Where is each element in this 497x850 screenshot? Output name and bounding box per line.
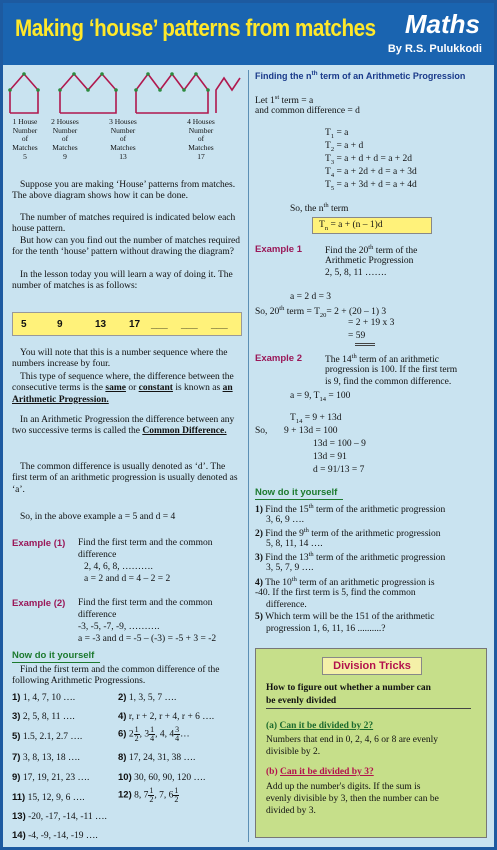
exercise-1: 1) 1, 4, 7, 10 …. xyxy=(12,692,76,703)
exercise-10: 10) 30, 60, 90, 120 …. xyxy=(118,772,206,783)
right-example-1-line-2: Arithmetic Progression xyxy=(325,256,414,266)
right-example-2-step-2: 9 + 13d = 100 xyxy=(284,426,338,436)
question-1-seq: 3, 6, 9 …. xyxy=(266,515,304,525)
house-caption-1: 1 House Number of Matches 5 xyxy=(12,117,38,161)
exercise-14: 14) -4, -9, -14, -19 …. xyxy=(12,830,98,841)
exercise-4: 4) r, r + 2, r + 4, r + 6 …. xyxy=(118,711,215,722)
example-2-line-3: -3, -5, -7, -9, ………. xyxy=(78,622,160,632)
example-1-line-3: 2, 4, 6, 8, ………. xyxy=(84,562,153,572)
header-banner xyxy=(3,3,494,65)
let-common-difference: and common difference = d xyxy=(255,106,360,116)
term-t5: $T_5 = a + 3d + d = a + 4d$ xyxy=(325,180,417,192)
intro-paragraph: Suppose you are making ‘House’ patterns from matches. The above diagram shows how it can be done. xyxy=(12,180,236,202)
example-1-label-color: Example (1) xyxy=(12,538,66,549)
answer-underline-1 xyxy=(355,343,375,344)
house-pattern-diagram xyxy=(8,68,243,118)
term-t2: $T_2 = a + d$ xyxy=(325,141,364,153)
question-1: 1) Find the 15th term of the arithmetic progression xyxy=(255,503,446,516)
sequence-note: You will note that this is a number sequence where the numbers increase by four. xyxy=(12,348,228,370)
tricks-subtitle-1: How to figure out whether a number can xyxy=(266,683,431,693)
division-tricks-box xyxy=(255,648,487,838)
division-tricks-title: Division Tricks xyxy=(322,657,422,675)
house-caption-4: 4 Houses Number of Matches 17 xyxy=(187,117,215,161)
term-t4: $T_4 = a + 2d + d = a + 3d$ xyxy=(325,167,417,179)
example-1-line-4: a = 2 and d = 4 – 2 = 2 xyxy=(84,574,171,584)
page-title: Making ‘house’ patterns from matches xyxy=(15,15,376,42)
house-caption-2: 2 Houses Number of Matches 9 xyxy=(51,117,79,161)
tricks-b-line-3: divided by 3. xyxy=(266,806,316,816)
right-example-1-step-3: = 59 xyxy=(348,331,366,341)
example-2-line-1: Find the first term and the common xyxy=(78,598,213,608)
question-3: 3) Find the 13th term of the arithmetic progression xyxy=(255,551,446,564)
sequence-box: 5 9 13 17 ___ ___ ___ xyxy=(12,312,242,336)
exercise-13: 13) -20, -17, -14, -11 …. xyxy=(12,811,107,822)
example-values: So, in the above example a = 5 and d = 4 xyxy=(20,512,176,522)
right-example-2-step-4: 13d = 91 xyxy=(313,452,347,462)
tricks-b-line-1: Add up the number's digits. If the sum is xyxy=(266,782,421,792)
example-2-line-4: a = -3 and d = -5 – (-3) = -5 + 3 = -2 xyxy=(78,634,217,644)
right-example-2-so: So, xyxy=(255,426,268,436)
nth-term-heading: Finding the $n^{th}$ term of an Arithmetic Progression xyxy=(255,70,466,81)
ap-definition: This type of sequence where, the difference between the consecutive terms is the same or constant is known as an Arithmetic Progression. xyxy=(12,372,234,405)
question-5-line-2: progression 1, 6, 11, 16 ..........? xyxy=(266,624,386,634)
tricks-subtitle-underline xyxy=(266,708,471,709)
tricks-a-line-1: Numbers that end in 0, 2, 4, 6 or 8 are evenly xyxy=(266,735,439,745)
exercise-7: 7) 3, 8, 13, 18 …. xyxy=(12,752,80,763)
question-5: 5) Which term will be the 151 of the arithmetic xyxy=(255,612,435,622)
left-practice-heading: Now do it yourself xyxy=(12,650,95,661)
example-1-line-1: Find the first term and the common xyxy=(78,538,213,548)
answer-underline-2 xyxy=(355,345,375,346)
subject-label: Maths xyxy=(404,9,480,39)
term-t3: $T_3 = a + d + d = a + 2d$ xyxy=(325,154,413,166)
example-2-line-2: difference xyxy=(78,610,117,620)
right-example-1-step-2: = 2 + 19 x 3 xyxy=(348,318,395,328)
right-example-1-line-1: Find the 20th term of the xyxy=(325,244,418,257)
tricks-b-heading: (b) Can it be divided by 3? xyxy=(266,767,374,777)
tricks-a-line-2: divisible by 2. xyxy=(266,747,321,757)
exercise-3: 3) 2, 5, 8, 11 …. xyxy=(12,711,75,722)
author-label: By R.S. Pulukkodi xyxy=(387,43,482,55)
cd-definition: In an Arithmetic Progression the difference between any two successive terms is called the Common Difference. xyxy=(12,415,235,437)
exercise-2: 2) 1, 3, 5, 7 …. xyxy=(118,692,177,703)
right-example-2-step-1: $T_{14} = 9 + 13d$ xyxy=(290,413,342,425)
right-example-1-line-3: 2, 5, 8, 11 ……. xyxy=(325,268,387,278)
let-first-term: Let 1st term = a xyxy=(255,94,314,107)
right-example-1-values: a = 2 d = 3 xyxy=(290,292,332,302)
tricks-a-heading: (a) Can it be divided by 2? xyxy=(266,721,374,731)
question-4-line-3: difference. xyxy=(266,600,307,610)
right-practice-underline xyxy=(255,499,343,500)
exercise-5: 5) 1.5, 2.1, 2.7 …. xyxy=(12,731,83,742)
nth-term-formula-box: $T_n = a + (n - 1)d$ xyxy=(312,217,432,234)
right-example-1-label: Example 1 xyxy=(255,244,302,255)
matches-paragraph: The number of matches required is indicated below each house pattern. xyxy=(12,213,236,235)
exercise-11: 11) 15, 12, 9, 6 …. xyxy=(12,792,85,803)
question-3-seq: 3, 5, 7, 9 …. xyxy=(266,563,314,573)
lesson-paragraph: In the lesson today you will learn a way of doing it. The number of matches is as follows: xyxy=(12,270,233,292)
column-divider xyxy=(248,70,249,842)
example-2-label: Example (2) xyxy=(12,598,66,609)
exercise-8: 8) 17, 24, 31, 38 …. xyxy=(118,752,196,763)
tricks-b-line-2: evenly divisible by 3, then the number can be xyxy=(266,794,439,804)
question-2-seq: 5, 8, 11, 14 …. xyxy=(266,539,323,549)
right-example-2-line-1: The 14th term of an arithmetic xyxy=(325,353,440,366)
right-example-2-line-3: is 9, find the common difference. xyxy=(325,377,452,387)
question-paragraph: But how can you find out the number of matches required for the tenth ‘house’ pattern without drawing the diagram? xyxy=(12,236,241,258)
right-example-2-step-5: d = 91/13 = 7 xyxy=(313,465,365,475)
term-t1: $T_1 = a$ xyxy=(325,128,349,140)
left-practice-underline xyxy=(12,662,100,663)
notation-paragraph: The common difference is usually denoted as ‘d’. The first term of an arithmetic progression is usually denoted as ‘a’. xyxy=(12,462,238,495)
right-example-1-step-1: So, 20th term = $T_{20}= 2 + (20 - 1)$ 3 xyxy=(255,305,387,320)
exercise-12: 12) 8, 7 $\frac{1}{2}$ , 7, 6 $\frac{1}{2}$ xyxy=(118,786,179,804)
question-4-line-2: -40. If the first term is 5, find the common xyxy=(255,588,416,598)
right-example-2-line-2: progression is 100. If the first term xyxy=(325,365,458,375)
so-nth-term: So, the $n^{th}$ term xyxy=(290,202,349,215)
right-practice-heading: Now do it yourself xyxy=(255,487,338,498)
left-practice-intro: Find the first term and the common difference of the following Arithmetic Progressions. xyxy=(12,665,220,687)
question-2: 2) Find the 9th term of the arithmetic progression xyxy=(255,527,441,540)
question-4: 4) The 10th term of an arithmetic progression is xyxy=(255,576,435,589)
example-1-line-2: difference xyxy=(78,550,117,560)
exercise-6: 6) 2 $\frac{1}{2}$ , 3 $\frac{1}{4}$ , 4, 4 $\frac{3}{4}$ … xyxy=(118,725,190,743)
tricks-subtitle-2: be evenly divided xyxy=(266,696,337,706)
right-example-2-line-4: a = 9, $T_{14} = 100$ xyxy=(290,391,351,403)
house-caption-3: 3 Houses Number of Matches 13 xyxy=(109,117,137,161)
right-example-2-label: Example 2 xyxy=(255,353,302,364)
exercise-9: 9) 17, 19, 21, 23 …. xyxy=(12,772,90,783)
right-example-2-step-3: 13d = 100 – 9 xyxy=(313,439,366,449)
